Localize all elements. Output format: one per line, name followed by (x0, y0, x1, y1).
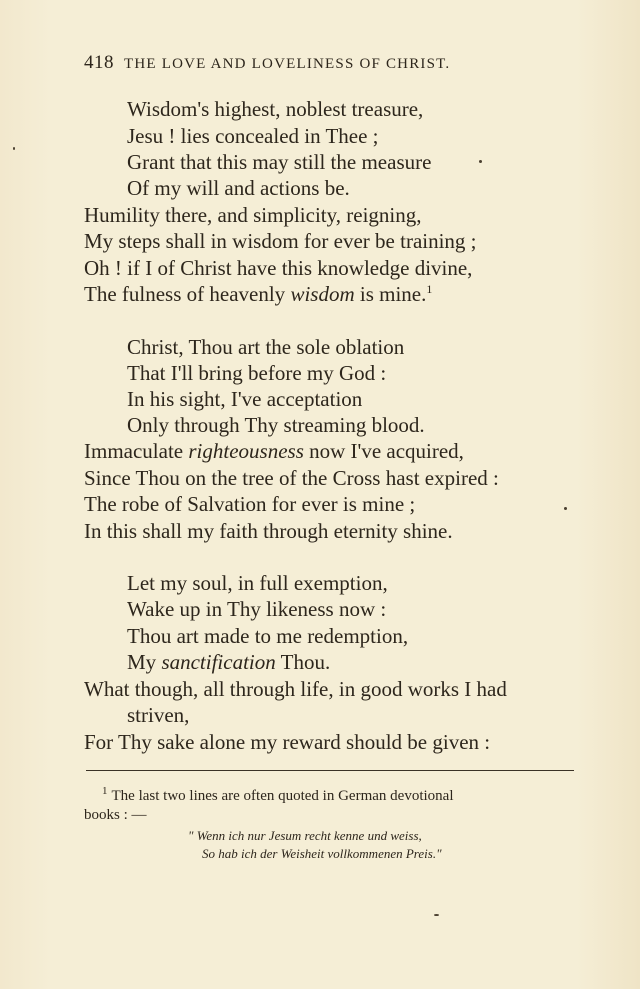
scan-speck (479, 160, 482, 163)
verse-text: now I've acquired, (303, 439, 464, 463)
running-header (84, 52, 544, 76)
footnote-quote-line: " Wenn ich nur Jesum recht kenne und weiss, (188, 828, 422, 843)
footnote-line: The last two lines are often quoted in German devotional (111, 788, 454, 804)
verse-line: That I'll bring before my God : (127, 361, 387, 385)
verse-text: Immaculate (84, 439, 189, 463)
verse-line: Only through Thy streaming blood. (127, 413, 425, 437)
page-number: 418 (84, 52, 114, 73)
verse-line-with-note (84, 282, 432, 307)
verse-line-continuation: striven, (127, 703, 190, 727)
verse-line: Since Thou on the tree of the Cross hast expired : (84, 466, 499, 490)
verse-line: Wake up in Thy likeness now : (127, 597, 387, 621)
verse-line: Let my soul, in full exemption, (127, 571, 388, 595)
footnote-reference: 1 (426, 282, 433, 296)
verse-line: For Thy sake alone my reward should be given : (84, 730, 491, 754)
verse-text: My (127, 650, 162, 674)
verse-line: Grant that this may still the measure (127, 150, 432, 174)
footnote-quote-line: So hab ich der Weisheit vollkommenen Preis." (202, 846, 442, 861)
verse-line: In this shall my faith through eternity shine. (84, 519, 453, 543)
verse-text: is mine. (354, 282, 427, 306)
verse-line: Jesu ! lies concealed in Thee ; (127, 124, 379, 148)
running-title: THE LOVE AND LOVELINESS OF CHRIST. (124, 56, 451, 72)
verse-line: In his sight, I've acceptation (127, 387, 363, 411)
verse-line (84, 439, 464, 464)
emphasis-wisdom: wisdom (290, 282, 355, 306)
verse-line: Christ, Thou art the sole oblation (127, 335, 405, 359)
verse-line: Of my will and actions be. (127, 176, 350, 200)
verse-line: Wisdom's highest, noblest treasure, (127, 97, 424, 121)
footnote-divider (86, 770, 574, 771)
verse-text: Thou. (275, 650, 331, 674)
footnote-text (102, 785, 454, 805)
scan-speck (13, 147, 15, 150)
emphasis-sanctification: sanctification (161, 650, 276, 674)
verse-line: Thou art made to me redemption, (127, 624, 409, 648)
verse-line: What though, all through life, in good works I had (84, 677, 507, 701)
emphasis-righteousness: righteousness (188, 439, 304, 463)
footnote-marker: 1 (102, 785, 108, 797)
verse-text: The fulness of heavenly (84, 282, 291, 306)
scan-speck (434, 914, 439, 916)
verse-line: Humility there, and simplicity, reigning, (84, 203, 422, 227)
verse-line (127, 650, 330, 675)
footnote-line: books : — (84, 807, 147, 823)
verse-line: Oh ! if I of Christ have this knowledge divine, (84, 256, 473, 280)
scan-speck (564, 507, 567, 510)
verse-line: My steps shall in wisdom for ever be training ; (84, 229, 477, 253)
verse-line: The robe of Salvation for ever is mine ; (84, 492, 416, 516)
